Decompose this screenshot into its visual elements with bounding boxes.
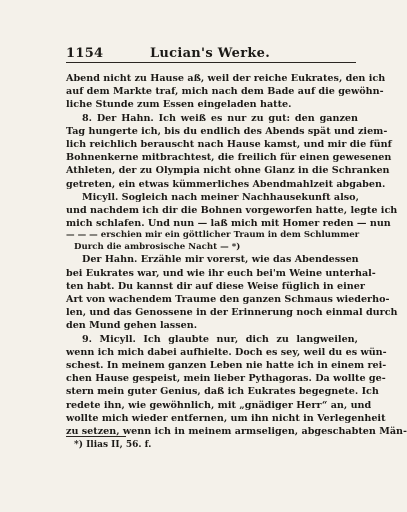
text-block-2: [66, 253, 407, 438]
text-line: lich reichlich berauscht nach Hause kamst, und mir die fünf: [66, 139, 392, 151]
page-body: [66, 72, 407, 438]
text-line: stern mein guter Genius, daß ich Eukrates begegnete. Ich: [66, 386, 379, 398]
verse-line: — — — erschien mir ein göttlicher Traum in dem Schlummer: [66, 230, 360, 241]
text-line: den Mund gehen lassen.: [66, 320, 198, 332]
text-line: mich schlafen. Und nun — laß mich mit Homer reden — nun: [66, 218, 391, 230]
header-rule: [66, 62, 356, 63]
text-line: 9. Micyll. Ich glaubte nur, dich zu langweilen,: [82, 333, 358, 345]
verse-quote: [66, 230, 358, 253]
text-line: Athleten, der zu Olympia nicht ohne Glanz in die Schranken: [66, 165, 390, 177]
page-number: 1154: [66, 46, 104, 61]
text-line: Der Hahn. Erzähle mir vorerst, wie das Abendessen: [82, 254, 359, 266]
text-line: Art von wachendem Traume den ganzen Schmaus wiederho-: [66, 294, 390, 306]
text-line: Micyll. Sogleich nach meiner Nachhausekunft also,: [82, 191, 359, 203]
text-line: liche Stunde zum Essen eingeladen hatte.: [66, 99, 292, 111]
text-line: zu setzen, wenn ich in meinem armseligen, abgeschabten Män-: [66, 426, 407, 438]
text-line: bei Eukrates war, und wie ihr euch bei'm Weine unterhal-: [66, 267, 376, 279]
text-line: schest. In meinem ganzen Leben nie hatte ich in einem rei-: [66, 360, 387, 372]
footnote: *) Ilias II, 56. f.: [74, 440, 152, 450]
text-line: wollte mich wieder entfernen, um ihn nicht in Verlegenheit: [66, 412, 386, 424]
text-line: Tag hungerte ich, bis du endlich des Abends spät und ziem-: [66, 125, 388, 137]
text-line: wenn ich mich dabei aufhielte. Doch es sey, weil du es wün-: [66, 346, 387, 358]
verse-line: Durch die ambrosische Nacht — *): [74, 241, 241, 252]
text-line: getreten, ein etwas kümmerliches Abendmahlzeit abgaben.: [66, 178, 386, 190]
text-line: len, und das Genossene in der Erinnerung noch einmal durch: [66, 307, 398, 319]
text-line: redete ihn, wie gewöhnlich, mit „gnädiger Herr“ an, und: [66, 399, 372, 411]
text-line: auf dem Markte traf, mich nach dem Bade auf die gewöhn-: [66, 86, 384, 98]
text-line: ten habt. Du kannst dir auf diese Weise füglich in einer: [66, 280, 365, 292]
footnote-rule: [66, 436, 126, 437]
text-line: Abend nicht zu Hause aß, weil der reiche Eukrates, den ich: [66, 73, 386, 84]
text-line: Bohnenkerne mitbrachtest, die freilich für einen gewesenen: [66, 152, 392, 164]
text-line: chen Hause gespeist, mein lieber Pythagoras. Da wollte ge-: [66, 373, 386, 385]
text-line: 8. Der Hahn. Ich weiß es nur zu gut: den ganzen: [82, 112, 358, 124]
running-title: Lucian's Werke.: [149, 46, 271, 61]
text-block-1: [66, 72, 398, 230]
text-line: und nachdem ich dir die Bohnen vorgeworfen hatte, legte ich: [66, 205, 398, 217]
